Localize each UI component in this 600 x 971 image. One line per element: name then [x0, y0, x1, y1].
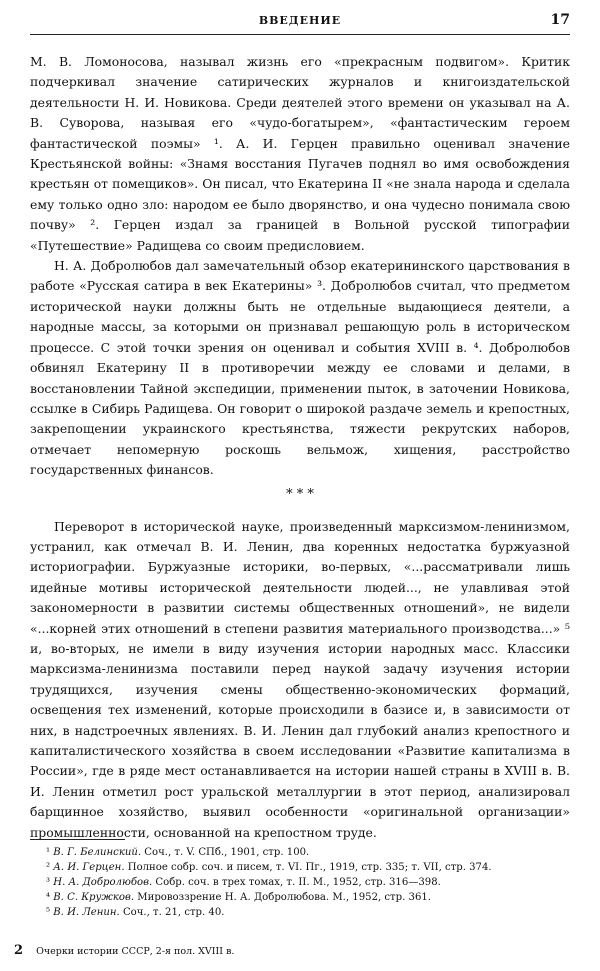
- footnote-text: Мировоззрение Н. А. Добролюбова. М., 1952, стр. 361.: [137, 892, 431, 903]
- footnote-4: [30, 890, 570, 905]
- section-separator: [30, 487, 570, 503]
- footnote-author: В. Г. Белинский.: [53, 847, 142, 858]
- footnote-text: Собр. соч. в трех томах, т. II. М., 1952, стр. 316—398.: [155, 877, 441, 888]
- footnote-2: [30, 860, 570, 875]
- footnote-text: Соч., т. V. СПб., 1901, стр. 100.: [144, 847, 310, 858]
- footnote-marker: ⁴: [46, 892, 51, 903]
- footnote-5: [30, 905, 570, 920]
- footnote-author: В. И. Ленин.: [53, 907, 120, 918]
- footnote-rule: [30, 839, 125, 840]
- signature-number: 2: [14, 943, 24, 958]
- section-title: ВВЕДЕНИЕ: [258, 14, 342, 27]
- footnotes: [30, 845, 570, 920]
- page-number: 17: [550, 12, 570, 28]
- footnote-1: [30, 845, 570, 860]
- footnote-3: [30, 875, 570, 890]
- paragraph-2: Н. А. Добролюбов дал замечательный обзор екатерининского царствования в работе «Русская сатира в век Екатерины» ³. Добролюбов считал, что предметом исторической науки должны быть не отдельные выдающиеся деятели, а народные массы, за которыми он признавал решающую роль в историческом процессе. С этой точки зрения он оценивал и события XVIII в. ⁴. Добролюбов обвинял Екатерину II в противоречии между ее словами и делами, в восстановлении Тайной экспедиции, применении пыток, в заточении Новикова, ссылке в Сибирь Радищева. Он говорит о широкой раздаче земель и крепостных, закрепощении украинского крестьянства, тяжести рекрутских наборов, отмечает непомерную роскошь вельмож, хищения, расстройство государственных финансов.: [30, 258, 570, 478]
- footnote-author: Н. А. Добролюбов.: [53, 877, 153, 888]
- printer-signature: [14, 943, 570, 958]
- paragraph-1: М. В. Ломоносова, называл жизнь его «прекрасным подвигом». Критик подчеркивал значение сатирических журналов и книгоиздательской деятельности Н. И. Новикова. Среди деятелей этого времени он указывал на А. В. Суворова, называя его «чудо-богатырем», «фантастическим героем фантастической поэмы» ¹. А. И. Герцен правильно оценивал значение Крестьянской войны: «Знамя восстания Пугачев поднял во имя освобождения крестьян от помещиков». Он писал, что Екатерина II «не знала народа и сделала ему только одно зло: народом ее было дворянство, и она чудесно понимала свою почву» ². Герцен издал за границей в Вольной русской типографии «Путешествие» Радищева со своим предисловием.: [30, 54, 570, 253]
- running-header: [30, 12, 570, 35]
- footnote-author: А. И. Герцен.: [53, 862, 125, 873]
- separator-text: * * *: [286, 486, 314, 502]
- main-text: [30, 52, 570, 843]
- signature-text: Очерки истории СССР, 2-я пол. XVIII в.: [36, 946, 235, 957]
- footnote-author: В. С. Кружков.: [53, 892, 135, 903]
- paragraph-3: Переворот в исторической науке, произведенный марксизмом-ленинизмом, устранил, как отмечал В. И. Ленин, два коренных недостатка буржуазной историографии. Буржуазные историки, во-первых, «...рассматривали лишь идейные мотивы исторической деятельности людей..., не улавливая этой закономерности в развитии системы общественных отношений», не видели «...корней этих отношений в степени развития материального производства...» ⁵ и, во-вторых, не имели в виду изучения истории народных масс. Классики марксизма-ленинизма поставили перед наукой задачу изучения истории трудящихся, изучения смены общественно-экономических формаций, освещения тех изменений, которые происходили в базисе и, в зависимости от них, в надстроечных явлениях. В. И. Ленин дал глубокий анализ крепостного и капиталистического хозяйства в своем исследовании «Развитие капитализма в России», где в ряде мест останавливается на истории нашей страны в XVIII в. В. И. Ленин отметил рост уральской металлургии в этот период, анализировал барщинное хозяйство, выявил особенности «оригинальной организации» промышленности, основанной на крепостном труде.: [30, 518, 570, 840]
- footnote-marker: ⁵: [46, 907, 51, 918]
- footnote-marker: ¹: [46, 847, 51, 858]
- footnote-text: Полное собр. соч. и писем, т. VI. Пг., 1919, стр. 335; т. VII, стр. 374.: [127, 862, 492, 873]
- footnote-marker: ²: [46, 862, 51, 873]
- footnote-marker: ³: [46, 877, 51, 888]
- footnote-text: Соч., т. 21, стр. 40.: [122, 907, 225, 918]
